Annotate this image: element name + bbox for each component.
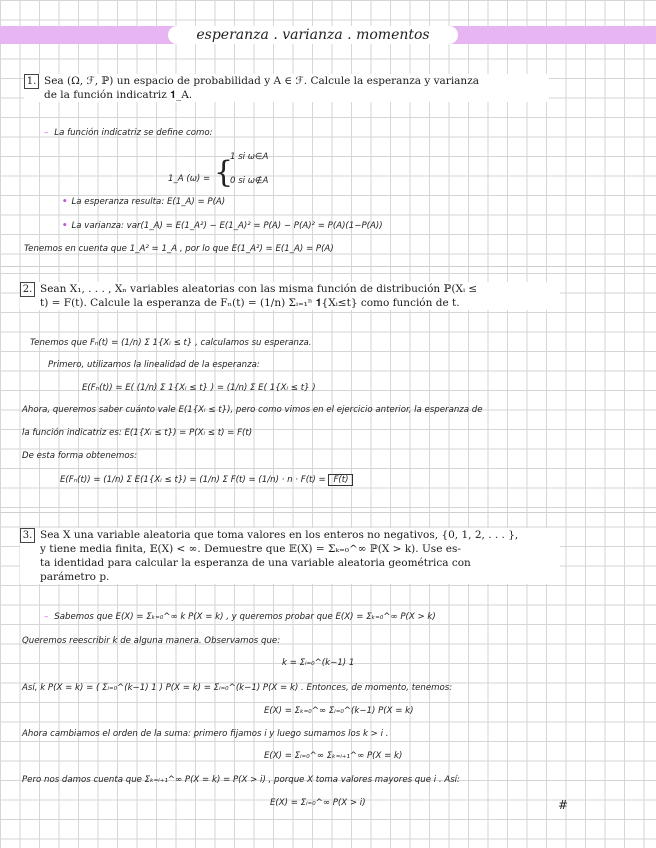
problem-3-statement-line: y tiene media finita, 𝔼(X) < ∞. Demuestre que 𝔼(X) = Σₖ₌₀^∞ ℙ(X > k). Use es-	[40, 543, 461, 555]
p3-line-3: k = Σᵢ₌₀^(k−1) 1	[282, 658, 355, 668]
p3-line-1-text: Sabemos que E(X) = Σₖ₌₀^∞ k P(X = k) , y queremos probar que E(X) = Σₖ₌₀^∞ P(X > k)	[54, 612, 436, 622]
p3-line-9: E(X) = Σᵢ₌₀^∞ P(X > i)	[270, 798, 366, 808]
p1-bullet-1	[62, 197, 225, 208]
problem-2-statement	[20, 282, 560, 310]
p2-boxed-result: F(t)	[328, 474, 353, 486]
bullet-icon: •	[62, 221, 68, 231]
problem-1-statement-line: Sea (Ω, ℱ, ℙ) un espacio de probabilidad y A ∈ ℱ. Calcule la esperanza y varianza	[44, 75, 479, 87]
p1-intro	[44, 128, 213, 139]
dash-marker: –	[44, 128, 49, 138]
p1-bullet-2-text: La varianza: var(1_A) = E(1_A²) − E(1_A)² = P(A) − P(A)² = P(A)(1−P(A))	[71, 221, 383, 231]
bullet-icon: •	[62, 197, 68, 207]
p2-line-2: Primero, utilizamos la linealidad de la esperanza:	[48, 360, 260, 370]
p1-case-2: 0 si ω∉A	[230, 176, 269, 186]
divider	[0, 512, 656, 513]
problem-3-statement-line: Sea X una variable aleatoria que toma valores en los enteros no negativos, {0, 1, 2, . . . },	[40, 529, 519, 541]
divider	[0, 266, 656, 267]
p2-line-3: E(Fₙ(t)) = E( (1/n) Σ 1{Xᵢ ≤ t} ) = (1/n) Σ E( 1{Xᵢ ≤ t} )	[82, 383, 316, 393]
p1-func-lhs: 1_A (ω) =	[168, 174, 211, 184]
p1-bullet-1-text: La esperanza resulta: E(1_A) = P(A)	[71, 197, 226, 207]
problem-3-number: 3.	[20, 528, 35, 543]
problem-1-number: 1.	[24, 74, 39, 89]
p2-line-7-text: E(Fₙ(t)) = (1/n) Σ E(1{Xᵢ ≤ t}) = (1/n) Σ F(t) = (1/n) · n · F(t) =	[60, 475, 326, 485]
p1-note: Tenemos en cuenta que 1_A² = 1_A , por lo que E(1_A²) = E(1_A) = P(A)	[24, 244, 334, 254]
problem-2-statement-line: t) = F(t). Calcule la esperanza de Fₙ(t) = (1/n) Σᵢ₌₁ⁿ 𝟏{Xᵢ≤t} como función de t.	[40, 297, 460, 309]
p3-line-2: Queremos reescribir k de alguna manera. Observamos que:	[22, 636, 281, 646]
p3-line-5: E(X) = Σₖ₌₀^∞ Σᵢ₌₀^(k−1) P(X = k)	[264, 706, 414, 716]
p3-line-4: Así, k P(X = k) = ( Σᵢ₌₀^(k−1) 1 ) P(X = k) = Σᵢ₌₀^(k−1) P(X = k) . Entonces, de momento, tenemos:	[22, 683, 453, 693]
p1-case-1: 1 si ω∈A	[230, 152, 269, 162]
problem-1-statement-line: de la función indicatriz 𝟏_A.	[44, 89, 193, 101]
p2-line-1: Tenemos que Fₙ(t) = (1/n) Σ 1{Xᵢ ≤ t} , calculamos su esperanza.	[30, 338, 312, 348]
problem-3-statement	[20, 528, 560, 584]
dash-marker: –	[44, 612, 49, 622]
p2-line-4: Ahora, queremos saber cuánto vale E(1{Xᵢ ≤ t}), pero como vimos en el ejercicio anterior, la esperanza de	[22, 405, 483, 415]
p1-bullet-2	[62, 221, 383, 232]
problem-2-number: 2.	[20, 282, 35, 297]
end-of-proof-mark: #	[558, 798, 569, 812]
curly-brace-icon: {	[214, 155, 234, 190]
problem-1-statement	[24, 74, 549, 102]
problem-3-statement-line: parámetro p.	[40, 571, 110, 583]
problem-2-statement-line: Sean X₁, . . . , Xₙ variables aleatorias con las misma función de distribución ℙ(Xᵢ ≤	[40, 283, 478, 295]
p3-line-1	[44, 612, 436, 623]
problem-3-statement-line: ta identidad para calcular la esperanza de una variable aleatoria geométrica con	[40, 557, 471, 569]
p3-line-7: E(X) = Σᵢ₌₀^∞ Σₖ₌ᵢ₊₁^∞ P(X = k)	[264, 751, 403, 761]
p2-line-6: De esta forma obtenemos:	[22, 451, 138, 461]
page-title: esperanza . varianza . momentos	[168, 26, 458, 44]
p3-line-8: Pero nos damos cuenta que Σₖ₌ᵢ₊₁^∞ P(X = k) = P(X > i) , porque X toma valores mayores que i . Así:	[22, 775, 460, 785]
p2-line-5: la función indicatriz es: E(1{Xᵢ ≤ t}) = P(Xᵢ ≤ t) = F(t)	[22, 428, 253, 438]
p3-line-6: Ahora cambiamos el orden de la suma: primero fijamos i y luego sumamos los k > i .	[22, 729, 389, 739]
p2-line-7	[60, 475, 353, 486]
p1-intro-text: La función indicatriz se define como:	[54, 128, 213, 138]
